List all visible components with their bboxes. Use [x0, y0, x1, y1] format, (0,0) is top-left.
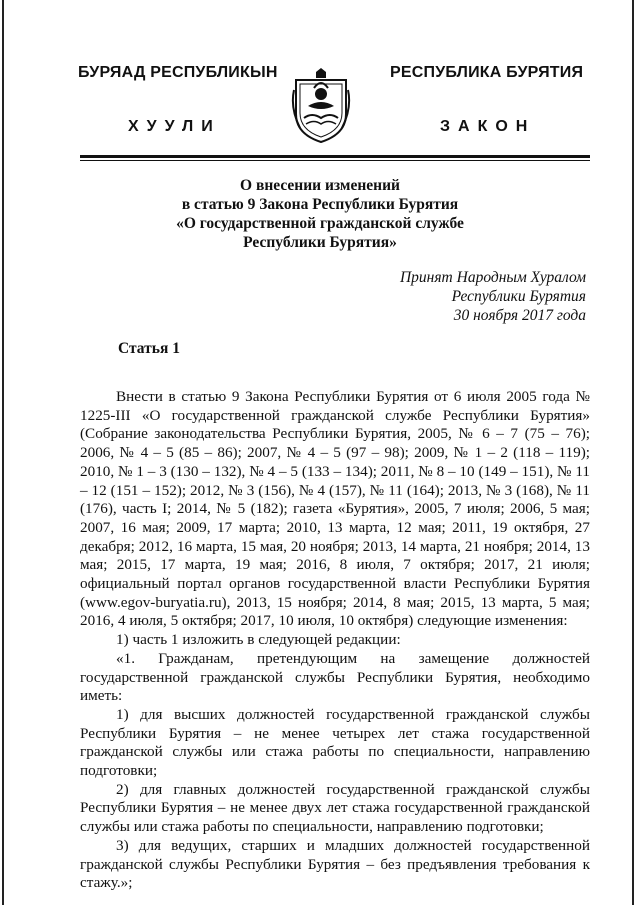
article-body [80, 388, 590, 893]
paragraph-highest-positions: 1) для высших должностей государственной гражданской службы Республики Бурятия – не менее четырех лет стажа государственной гражданской службы или стажа работы по специальности, направлению подготовки; [80, 705, 590, 780]
paragraph-leading-positions: 3) для ведущих, старших и младших должностей государственной гражданской службы Республики Бурятия – без предъявления требования к стажу.»; [80, 836, 590, 892]
header-right-title: РЕСПУБЛИКА БУРЯТИЯ [390, 64, 584, 81]
header-left-title: БУРЯАД РЕСПУБЛИКЫН [78, 64, 278, 81]
adoption-line-1: Принят Народным Хуралом [399, 269, 586, 286]
adoption-date: 30 ноября 2017 года [453, 307, 586, 324]
header-rule-thick [80, 155, 590, 158]
law-title [80, 176, 560, 252]
scan-edge-left [2, 0, 4, 905]
law-title-line-4: Республики Бурятия» [243, 234, 397, 251]
doc-type-buryat: ХУУЛИ [128, 118, 221, 135]
law-title-line-3: «О государственной гражданской службе [176, 215, 464, 232]
paragraph-item-1: 1) часть 1 изложить в следующей редакции: [116, 631, 401, 649]
scan-edge-right [632, 0, 634, 905]
header-rule-thin [80, 160, 590, 161]
paragraph-main-positions: 2) для главных должностей государственной гражданской службы Республики Бурятия – не менее двух лет стажа государственной гражданской службы или стажа работы по специальности, направлению подготовки; [80, 780, 590, 836]
paragraph-intro: Внести в статью 9 Закона Республики Бурятия от 6 июля 2005 года № 1225-III «О государственной гражданской службе Республики Бурятия» (Собрание законодательства Республики Бурятия, 2005, № 6 – 7 (75 – 76); 2006, № 4 – 5 (85 – 86); 2007, № 4 – 5 (97 – 98); 2009, № 1 – 2 (118 – 119); 2010, № 1 – 3 (130 – 132), № 4 – 5 (133 – 134); 2011, № 8 – 10 (149 – 151), № 11 – 12 (151 – 152); 2012, № 3 (156), № 4 (157), № 11 (164); 2013, № 3 (168), № 11 (176), часть I; 2014, № 5 (182); газета «Бурятия», 2005, 7 июля; 2006, 5 мая; 2007, 16 мая; 2009, 17 марта; 2010, 13 марта, 12 мая; 2011, 19 октября, 27 декабря; 2012, 16 марта, 15 мая, 20 ноября; 2013, 14 марта, 21 ноября; 2014, 13 мая; 2015, 17 марта, 19 мая; 2016, 8 июля, 7 октября; 2017, 21 июля; официальный портал органов государственной власти Республики Бурятия (www.egov-buryatia.ru), 2013, 15 ноября; 2014, 8 мая; 2015, 13 марта, 5 мая; 2016, 4 июля, 5 октября; 2017, 10 июля, 10 октября) следующие изменения: [80, 388, 590, 630]
law-title-line-2: в статью 9 Закона Республики Бурятия [181, 196, 459, 213]
coat-of-arms-icon [290, 68, 352, 144]
adoption-line-2: Республики Бурятия [451, 288, 586, 305]
paragraph-new-part-1: «1. Гражданам, претендующим на замещение должностей государственной гражданской службы Республики Бурятия, необходимо иметь: [80, 649, 590, 705]
doc-type-russian: ЗАКОН [440, 118, 536, 135]
article-heading: Статья 1 [118, 340, 180, 357]
adoption-note [400, 268, 586, 325]
law-title-line-1: О внесении изменений [240, 177, 400, 194]
